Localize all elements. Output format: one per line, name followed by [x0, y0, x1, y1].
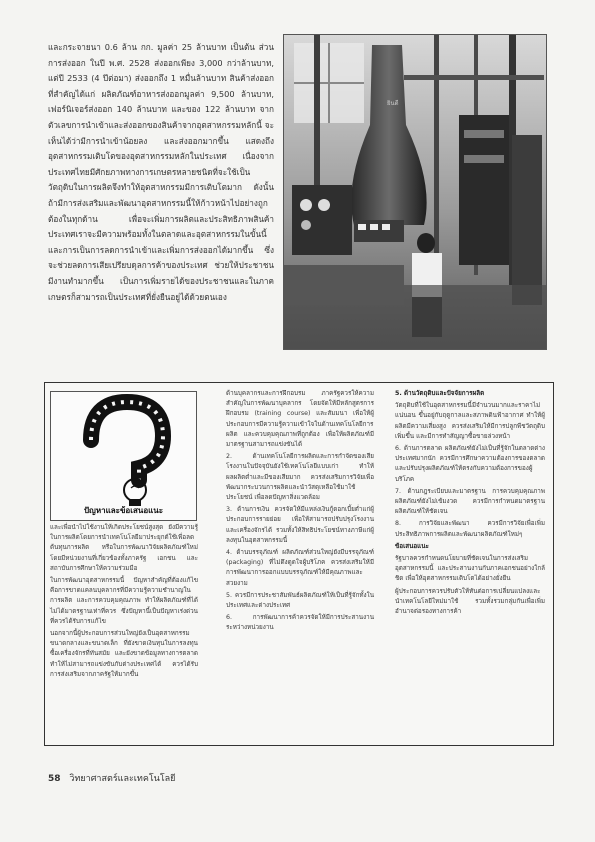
illustration-caption: ปัญหาและข้อเสนอแนะ — [83, 506, 164, 515]
column-paragraph: ด้านบุคลากรและการฝึกอบรม ภาครัฐควรให้ความสำคัญในการพัฒนาบุคลากร โดยจัดให้มีหลักสูตรการฝึกอบรม (training course) และสัมมนา เพื่อให้ผู้ประกอบการมีความรู้ความเข้าใจในด้านเทคโนโลยีการผลิต และควบคุมคุณภาพที่ถูกต้อง เพื่อให้ผลิตภัณฑ์มีมาตรฐานสามารถแข่งขันได้ — [226, 390, 374, 449]
lightbulb-question-icon — [51, 392, 196, 507]
column-paragraph: ผู้ประกอบการควรปรับตัวให้ทันต่อการเปลี่ยนแปลงและนำเทคโนโลยีใหม่มาใช้ รวมทั้งรวมกลุ่มกันเพื่อเพิ่มอำนาจต่อรองทางการค้า — [395, 587, 545, 616]
column-paragraph: ในการพัฒนาอุตสาหกรรมนี้ ปัญหาสำคัญที่ต้องแก้ไข คือการขาดแคลนบุคลากรที่มีความรู้ความชำนาญในการผลิต และการควบคุมคุณภาพ ทำให้ผลิตภัณฑ์ที่ได้ไม่ได้มาตรฐานเท่าที่ควร ซึ่งปัญหานี้เป็นปัญหาเร่งด่วนที่ควรได้รับการแก้ไข — [50, 577, 198, 625]
question-mark-illustration — [50, 391, 197, 521]
box-column-1 — [50, 523, 198, 682]
article-text-top — [48, 40, 274, 305]
column-paragraph: 2. ด้านเทคโนโลยีการผลิตและการกำจัดของเสีย โรงงานในปัจจุบันยังใช้เทคโนโลยีแบบเก่า ทำให้ผลผลิตต่ำและมีของเสียมาก ควรส่งเสริมการวิจัยเพื่อพัฒนากระบวนการผลิตและนำวัสดุเหลือใช้มาใช้ประโยชน์ เพื่อลดปัญหาสิ่งแวดล้อม — [226, 453, 374, 502]
sidebar-box — [44, 382, 554, 746]
box-column-3 — [395, 389, 545, 619]
section-heading: ข้อเสนอแนะ — [395, 542, 429, 550]
column-paragraph: 5. ควรมีการประชาสัมพันธ์ผลิตภัณฑ์ให้เป็นที่รู้จักทั้งในประเทศและต่างประเทศ — [226, 591, 374, 610]
column-paragraph: รัฐบาลควรกำหนดนโยบายที่ชัดเจนในการส่งเสริมอุตสาหกรรมนี้ และประสานงานกับภาคเอกชนอย่างใกล้ชิด เพื่อให้อุตสาหกรรมเติบโตได้อย่างยั่งยืน — [395, 555, 545, 583]
box-column-2 — [226, 389, 374, 636]
column-paragraph: 4. ด้านบรรจุภัณฑ์ ผลิตภัณฑ์ส่วนใหญ่ยังมีบรรจุภัณฑ์ (packaging) ที่ไม่ดึงดูดใจผู้บริโภค ควรส่งเสริมให้มีการพัฒนาการออกแบบบรรจุภัณฑ์ให้มีคุณภาพและสวยงาม — [226, 549, 374, 587]
page-number: 58 — [48, 774, 61, 784]
section-heading: 5. ด้านวัตถุดิบและปัจจัยการผลิต — [395, 390, 485, 397]
column-paragraph: และเพื่อนำไปใช้งานให้เกิดประโยชน์สูงสุด ยังมีความรู้ในการผลิตโดยการนำเทคโนโลยีมาประยุกต์ใช้เพื่อลดต้นทุนการผลิต หรือในการพัฒนาวิจัยผลิตภัณฑ์ใหม่ โดยมีหน่วยงานที่เกี่ยวข้องทั้งภาครัฐ เอกชน และสถาบันการศึกษาให้ความร่วมมือ — [50, 524, 198, 572]
column-paragraph: วัตถุดิบที่ใช้ในอุตสาหกรรมนี้มีจำนวนมากและราคาไม่แน่นอน ขึ้นอยู่กับฤดูกาลและสภาพดินฟ้าอากาศ ทำให้ผู้ผลิตมีความเสี่ยงสูง ควรส่งเสริมให้มีการปลูกพืชวัตถุดิบเพิ่มขึ้น และมีการทำสัญญาซื้อขายล่วงหน้า — [395, 402, 545, 440]
tank-label: ยินดี — [387, 100, 399, 107]
column-paragraph: 3. ด้านการเงิน ควรจัดให้มีแหล่งเงินกู้ดอกเบี้ยต่ำแก่ผู้ประกอบการรายย่อย เพื่อให้สามารถปรับปรุงโรงงานและเครื่องจักรได้ รวมทั้งให้สิทธิประโยชน์ทางภาษีแก่ผู้ลงทุนในอุตสาหกรรมนี้ — [226, 506, 374, 544]
column-paragraph: 6. ด้านการตลาด ผลิตภัณฑ์ยังไม่เป็นที่รู้จักในตลาดต่างประเทศมากนัก ควรมีการศึกษาความต้องการของตลาดและปรับปรุงผลิตภัณฑ์ให้ตรงกับความต้องการของผู้บริโภค — [395, 445, 545, 483]
column-paragraph: นอกจากนี้ผู้ประกอบการส่วนใหญ่ยังเป็นอุตสาหกรรมขนาดกลางและขนาดเล็ก ที่ยังขาดเงินทุนในการลงทุนซื้อเครื่องจักรที่ทันสมัย และยังขาดข้อมูลทางการตลาด ทำให้ไม่สามารถแข่งขันกับต่างประเทศได้ ควรได้รับการส่งเสริมจากภาครัฐให้มากขึ้น — [50, 630, 198, 678]
journal-title: วิทยาศาสตร์และเทคโนโลยี — [69, 774, 176, 784]
page-footer — [48, 771, 175, 785]
column-paragraph: 6. การพัฒนาการค้าควรจัดให้มีการประสานงานระหว่างหน่วยงาน — [226, 614, 374, 632]
body-paragraph: และกระจายนา 0.6 ล้าน กก. มูลค่า 25 ล้านบาท เป็นต้น ส่วนการส่งออก ในปี พ.ศ. 2528 ส่งออกเพียง 3,000 กว่าล้านบาท, แต่ปี 2533 (4 ปีต่อมา) ส่งออกถึง 1 หมื่นล้านบาท สินค้าส่งออกที่สำคัญได้แก่ ผลิตภัณฑ์อาหารส่งออกมูลค่า 9,500 ล้านบาท, เฟอร์นิเจอร์ส่งออก 140 ล้านบาท และของ 122 ล้านบาท จากตัวเลขการนำเข้าและส่งออกของสินค้าจากอุตสาหกรรมหลักนี้ จะเห็นได้ว่ามีการนำเข้าน้อยลง และส่งออกมากขึ้น แสดงถึงอุตสาหกรรมเติบโตของอุตสาหกรรมหลักในประเทศ เนื่องจากประเทศไทยมีศักยภาพทางการเกษตรหลายชนิดที่จะใช้เป็นวัตถุดิบในการผลิตจึงทำให้อุตสาหกรรมมีการเติบโตมาก ดังนั้นถ้ามีการส่งเสริมและพัฒนาอุตสาหกรรมนี้ให้ก้าวหน้าไปอย่างถูกต้องในทุกด้าน เพื่อจะเพิ่มการผลิตและประสิทธิภาพสินค้า ประเทศเราจะมีความพร้อมทั้งในตลาดและอุตสาหกรรมในขั้นนี้ และการเป็นการลดการนำเข้าและเพิ่มการส่งออกได้มากขึ้น ซึ่งจะช่วยลดการเสียเปรียบดุลการค้าของประเทศ ช่วยให้ประชาชนมีงานทำมากขึ้น เป็นการเพิ่มรายได้ของประชาชนและในภาคเกษตรก็สามารถเป็นประเทศที่ยั่งยืนอยู่ได้ด้วยตนเอง — [48, 42, 274, 302]
factory-photo — [283, 34, 547, 350]
column-paragraph: 7. ด้านกฎระเบียบและมาตรฐาน การควบคุมคุณภาพผลิตภัณฑ์ยังไม่เข้มงวด ควรมีการกำหนดมาตรฐานผลิตภัณฑ์ให้ชัดเจน — [395, 487, 545, 516]
column-paragraph: 8. การวิจัยและพัฒนา ควรมีการวิจัยเพื่อเพิ่มประสิทธิภาพการผลิตและพัฒนาผลิตภัณฑ์ใหม่ๆ — [395, 520, 545, 538]
